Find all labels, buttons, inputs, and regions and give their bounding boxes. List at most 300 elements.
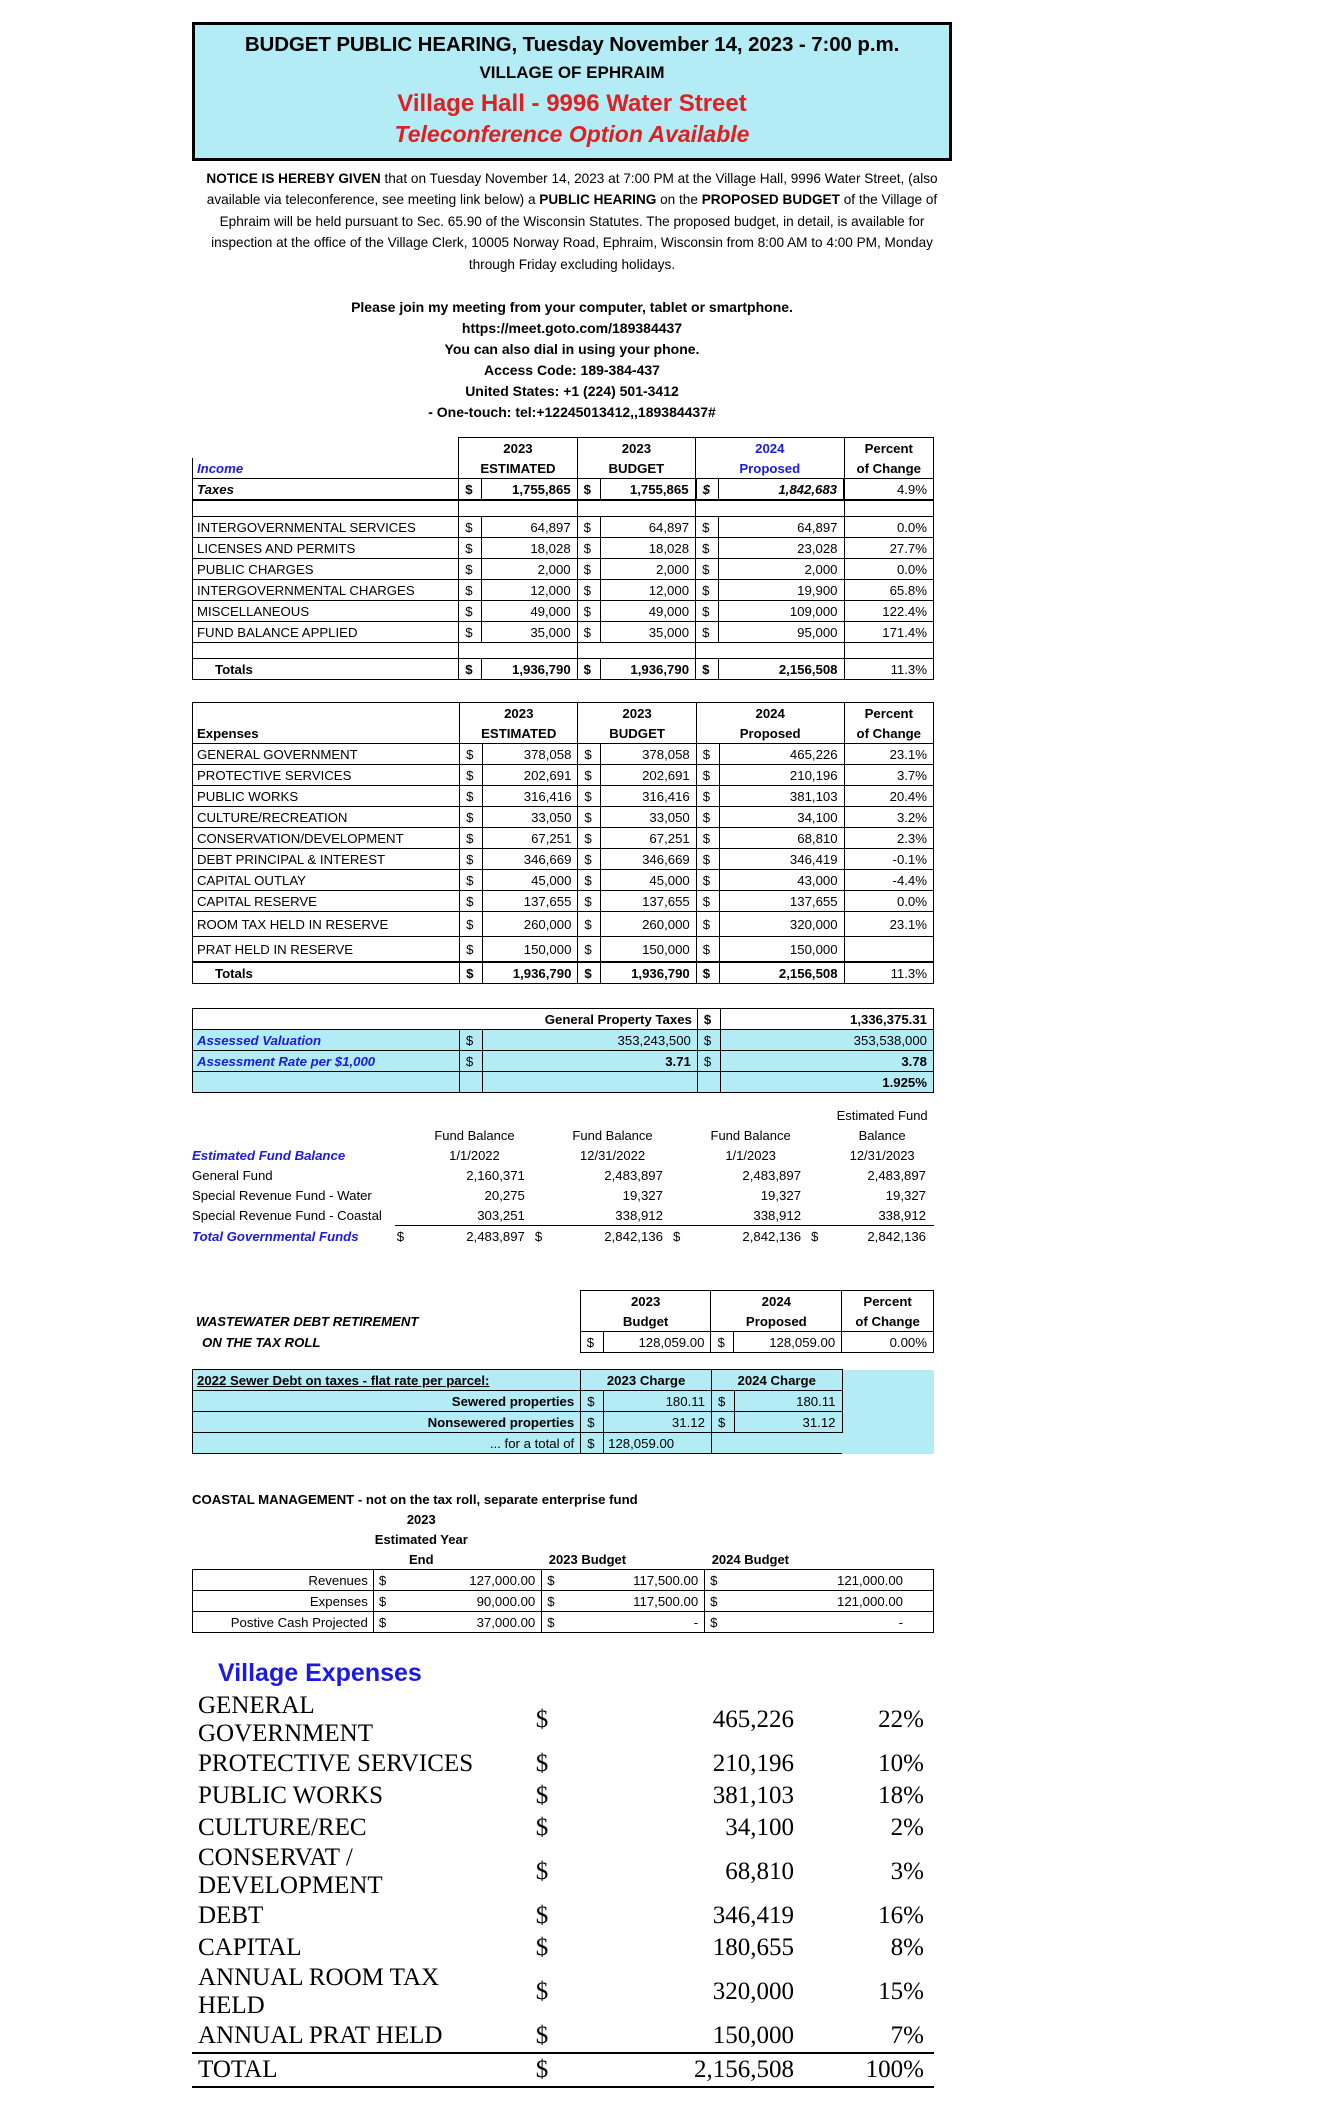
income-row-label: INTERGOVERNMENTAL SERVICES xyxy=(193,517,459,538)
expense-row-proposed: 346,419 xyxy=(719,849,844,870)
summary-row-label: DEBT xyxy=(198,1902,264,1930)
dollar-sign: $ xyxy=(577,479,600,501)
table-row xyxy=(193,937,934,963)
dollar-sign: $ xyxy=(459,559,482,580)
list-item xyxy=(192,1748,934,1780)
hearing-banner xyxy=(192,22,952,161)
village-expenses-summary xyxy=(192,1692,934,2088)
income-header-2023-estimated-top: 2023 xyxy=(459,438,577,459)
dollar-sign: $ xyxy=(696,937,719,963)
banner-location: Village Hall - 9996 Water Street xyxy=(397,90,747,117)
expense-totals-label: Totals xyxy=(193,962,460,984)
income-totals-proposed: 2,156,508 xyxy=(719,659,844,680)
list-item xyxy=(192,1964,934,2020)
expense-totals-change: 11.3% xyxy=(844,962,933,984)
meeting-dial-line: You can also dial in using your phone. xyxy=(444,341,700,358)
dollar-sign: $ xyxy=(696,849,719,870)
general-property-taxes-label: General Property Taxes xyxy=(193,1009,698,1030)
income-row-change: 122.4% xyxy=(844,601,933,622)
sewer-row-2024: 31.12 xyxy=(734,1412,842,1433)
dollar-sign: $ xyxy=(542,1612,633,1633)
dollar-sign: $ xyxy=(460,937,483,963)
coastal-row-label: Postive Cash Projected xyxy=(193,1612,374,1633)
dollar-sign: $ xyxy=(577,580,600,601)
expense-row-proposed: 137,655 xyxy=(719,891,844,912)
summary-total-pct: 100% xyxy=(812,2053,934,2087)
expense-row-label: CAPITAL RESERVE xyxy=(193,891,460,912)
list-item xyxy=(192,1844,934,1900)
expense-row-estimated: 316,416 xyxy=(482,786,578,807)
expense-row-proposed: 68,810 xyxy=(719,828,844,849)
expense-row-label: CULTURE/RECREATION xyxy=(193,807,460,828)
expense-row-change: 0.0% xyxy=(844,891,933,912)
expense-row-budget: 45,000 xyxy=(601,870,697,891)
coastal-header-estimated-year: Estimated Year xyxy=(374,1531,468,1547)
expense-header-row-top xyxy=(193,703,934,724)
summary-row-pct: 8% xyxy=(890,1934,924,1962)
dollar-sign: $ xyxy=(581,1391,604,1412)
income-totals-label: Totals xyxy=(193,659,459,680)
income-row-change: 0.0% xyxy=(844,559,933,580)
income-row-estimated: 18,028 xyxy=(482,538,578,559)
table-row xyxy=(193,807,934,828)
fund-balance-header-4: Balance xyxy=(858,1127,906,1143)
summary-row-value: 150,000 xyxy=(712,2022,794,2050)
dollar-sign: $ xyxy=(459,580,482,601)
sewer-row-2024: 180.11 xyxy=(734,1391,842,1412)
dollar-sign: $ xyxy=(696,601,719,622)
wastewater-header-percent: of Change xyxy=(842,1311,934,1332)
sewer-debt-total-label: ... for a total of xyxy=(193,1433,581,1454)
income-row-estimated: 49,000 xyxy=(482,601,578,622)
fund-row-c1: 303,251 xyxy=(477,1207,525,1223)
expense-header-2024-proposed-top: 2024 xyxy=(696,703,844,724)
income-taxes-label: Taxes xyxy=(193,479,459,501)
summary-total-value: 2,156,508 xyxy=(592,2053,812,2087)
dollar-sign: $ xyxy=(578,912,601,937)
dollar-sign: $ xyxy=(705,1612,796,1633)
notice-text-3: of the Village of Ephraim will be held pursuant to Sec. 65.90 of the Wisconsin Statutes. The proposed budget, in detail, is available for inspection at the office of the Village Clerk, 10005 Norway Road, Ephraim, Wisconsin from 8:00 AM to 4:00 PM, Monday through Friday excluding holidays. xyxy=(211,192,938,272)
dollar-sign: $ xyxy=(459,1030,482,1051)
meeting-one-touch[interactable]: - One-touch: tel:+12245013412,,189384437# xyxy=(428,404,716,421)
dollar-sign: $ xyxy=(535,1706,549,1734)
table-row xyxy=(193,622,934,643)
dollar-sign: $ xyxy=(535,1782,549,1810)
expense-row-estimated: 260,000 xyxy=(482,912,578,937)
dollar-sign: $ xyxy=(696,962,719,984)
expense-header-2023-budget-top: 2023 xyxy=(578,703,696,724)
income-row-proposed: 109,000 xyxy=(719,601,844,622)
expense-row-change: 23.1% xyxy=(844,912,933,937)
coastal-row-label: Expenses xyxy=(193,1591,374,1612)
dollar-sign: $ xyxy=(460,962,483,984)
fund-row-c3: 19,327 xyxy=(760,1187,802,1203)
income-totals-budget: 1,936,790 xyxy=(600,659,696,680)
expense-row-change: 2.3% xyxy=(844,828,933,849)
dollar-sign: $ xyxy=(577,601,600,622)
dollar-sign: $ xyxy=(459,479,482,501)
notice-text-1: that on Tuesday November 14, 2023 at 7:00 PM at the Village Hall, 9996 Water Street, (also available via teleconference, see meeting link below) a xyxy=(206,171,938,208)
income-header-percent: of Change xyxy=(844,458,933,479)
wastewater-value-row xyxy=(192,1332,934,1353)
dollar-sign: $ xyxy=(696,891,719,912)
expense-totals-budget: 1,936,790 xyxy=(601,962,697,984)
expense-row-label: CAPITAL OUTLAY xyxy=(193,870,460,891)
income-table xyxy=(192,437,934,680)
income-row-change: 65.8% xyxy=(844,580,933,601)
banner-teleconference: Teleconference Option Available xyxy=(394,121,750,147)
expense-row-estimated: 202,691 xyxy=(482,765,578,786)
expense-row-label: PROTECTIVE SERVICES xyxy=(193,765,460,786)
coastal-header-2024-budget: 2024 Budget xyxy=(711,1551,790,1567)
dollar-sign: $ xyxy=(460,891,483,912)
banner-village: VILLAGE OF EPHRAIM xyxy=(479,63,665,82)
fund-balance-estimated-header: Estimated Fund xyxy=(836,1107,928,1123)
coastal-header-end: End xyxy=(409,1551,434,1567)
table-row xyxy=(193,912,934,937)
assessment-rate-label: Assessment Rate per $1,000 xyxy=(193,1051,460,1072)
meeting-link[interactable]: https://meet.goto.com/189384437 xyxy=(461,320,683,337)
dollar-sign: $ xyxy=(535,1814,549,1842)
expense-corner-label: Expenses xyxy=(193,723,460,744)
dollar-sign: $ xyxy=(696,870,719,891)
dollar-sign: $ xyxy=(577,559,600,580)
dollar-sign: $ xyxy=(459,538,482,559)
summary-row-pct: 15% xyxy=(878,1978,924,2006)
wastewater-header-top xyxy=(192,1291,934,1312)
sewer-debt-title-row xyxy=(193,1370,934,1391)
expense-row-proposed: 320,000 xyxy=(719,912,844,937)
assessment-rate-change-row xyxy=(193,1072,934,1093)
dollar-sign: $ xyxy=(459,601,482,622)
summary-row-pct: 3% xyxy=(890,1858,924,1886)
fund-balance-total-row xyxy=(192,1226,934,1247)
sewer-row-2023: 180.11 xyxy=(604,1391,712,1412)
coastal-header-2 xyxy=(193,1529,934,1549)
expense-header-2023-estimated-top: 2023 xyxy=(460,703,578,724)
fund-balance-total-2: 2,842,136 xyxy=(554,1226,671,1247)
property-tax-table xyxy=(192,1008,934,1093)
dollar-sign: $ xyxy=(492,2053,592,2087)
dollar-sign: $ xyxy=(535,1858,549,1886)
fund-balance-total-label: Total Governmental Funds xyxy=(192,1228,359,1244)
expense-row-estimated: 150,000 xyxy=(482,937,578,963)
dollar-sign: $ xyxy=(542,1570,633,1591)
income-spacer-row xyxy=(193,500,934,517)
fund-balance-section-label: Estimated Fund Balance xyxy=(192,1147,346,1163)
table-row xyxy=(192,1165,934,1185)
dollar-sign: $ xyxy=(535,1750,549,1778)
table-row xyxy=(193,786,934,807)
expense-row-estimated: 45,000 xyxy=(482,870,578,891)
notice-text-2: on the xyxy=(656,192,702,208)
sewer-row-label: Sewered properties xyxy=(193,1391,581,1412)
dollar-sign: $ xyxy=(578,870,601,891)
income-row-budget: 12,000 xyxy=(600,580,696,601)
expense-row-estimated: 67,251 xyxy=(482,828,578,849)
expense-row-label: GENERAL GOVERNMENT xyxy=(193,744,460,765)
income-row-change: 171.4% xyxy=(844,622,933,643)
expense-row-estimated: 346,669 xyxy=(482,849,578,870)
dollar-sign: $ xyxy=(711,1391,734,1412)
dollar-sign: $ xyxy=(460,849,483,870)
fund-balance-header-2: Fund Balance xyxy=(572,1127,653,1143)
dollar-sign: $ xyxy=(542,1591,633,1612)
summary-row-pct: 10% xyxy=(878,1750,924,1778)
summary-row-pct: 22% xyxy=(878,1706,924,1734)
dollar-sign: $ xyxy=(373,1591,469,1612)
fund-row-label: General Fund xyxy=(192,1167,273,1183)
income-totals-change: 11.3% xyxy=(844,659,933,680)
fund-row-c2: 338,912 xyxy=(615,1207,663,1223)
dollar-sign: $ xyxy=(578,962,601,984)
table-row xyxy=(193,1612,934,1633)
fund-balance-total-4: 2,842,136 xyxy=(830,1226,934,1247)
income-header-2024-proposed-top: 2024 xyxy=(696,438,844,459)
notice-lead: NOTICE IS HEREBY GIVEN xyxy=(206,171,381,186)
fund-row-c4: 19,327 xyxy=(885,1187,926,1203)
table-row xyxy=(193,1391,934,1412)
table-row xyxy=(193,870,934,891)
sewer-row-label: Nonsewered properties xyxy=(193,1412,581,1433)
dollar-sign: $ xyxy=(696,744,719,765)
dollar-sign: $ xyxy=(578,937,601,963)
dollar-sign: $ xyxy=(696,559,719,580)
fund-balance-date-3: 1/1/2023 xyxy=(725,1147,776,1163)
dollar-sign: $ xyxy=(373,1570,469,1591)
assessed-valuation-2023: 353,243,500 xyxy=(482,1030,697,1051)
summary-row-label: CULTURE/REC xyxy=(198,1814,367,1842)
income-row-budget: 35,000 xyxy=(600,622,696,643)
income-row-budget: 49,000 xyxy=(600,601,696,622)
assessed-valuation-label: Assessed Valuation xyxy=(193,1030,460,1051)
dollar-sign: $ xyxy=(577,538,600,559)
summary-row-label: CAPITAL xyxy=(198,1934,302,1962)
expense-row-proposed: 210,196 xyxy=(719,765,844,786)
fund-row-c1: 2,160,371 xyxy=(466,1167,525,1183)
expense-totals-estimated: 1,936,790 xyxy=(482,962,578,984)
table-row xyxy=(193,891,934,912)
expense-row-budget: 316,416 xyxy=(601,786,697,807)
expense-row-label: ROOM TAX HELD IN RESERVE xyxy=(193,912,460,937)
dollar-sign: $ xyxy=(578,828,601,849)
expense-row-proposed: 43,000 xyxy=(719,870,844,891)
income-header-row-bottom xyxy=(193,458,934,479)
dollar-sign: $ xyxy=(460,786,483,807)
expense-row-change xyxy=(844,937,933,963)
summary-row-pct: 16% xyxy=(878,1902,924,1930)
summary-row-pct: 18% xyxy=(878,1782,924,1810)
fund-balance-total-3: 2,842,136 xyxy=(692,1226,809,1247)
fund-row-c2: 19,327 xyxy=(622,1187,663,1203)
dollar-sign: $ xyxy=(711,1412,734,1433)
summary-row-value: 465,226 xyxy=(712,1706,794,1734)
income-totals-estimated: 1,936,790 xyxy=(482,659,578,680)
table-row xyxy=(193,1591,934,1612)
list-item xyxy=(192,2020,934,2053)
fund-balance-total-1: 2,483,897 xyxy=(416,1226,533,1247)
wastewater-label-1: WASTEWATER DEBT RETIREMENT xyxy=(196,1314,419,1330)
expense-totals-proposed: 2,156,508 xyxy=(719,962,844,984)
summary-row-pct: 7% xyxy=(890,2022,924,2050)
summary-row-label: PROTECTIVE SERVICES xyxy=(198,1750,474,1778)
dollar-sign: $ xyxy=(580,1332,603,1353)
income-row-estimated: 64,897 xyxy=(482,517,578,538)
dollar-sign: $ xyxy=(535,1978,549,2006)
wastewater-header-2024: Proposed xyxy=(711,1311,842,1332)
income-row-label: PUBLIC CHARGES xyxy=(193,559,459,580)
dollar-sign: $ xyxy=(578,849,601,870)
wastewater-header-percent-top: Percent xyxy=(842,1291,934,1312)
dollar-sign: $ xyxy=(581,1412,604,1433)
summary-row-label: CONSERVAT / DEVELOPMENT xyxy=(198,1844,383,1900)
assessed-valuation-row xyxy=(193,1030,934,1051)
income-row-estimated: 12,000 xyxy=(482,580,578,601)
fund-balance-date-1: 1/1/2022 xyxy=(449,1147,500,1163)
income-row-budget: 18,028 xyxy=(600,538,696,559)
sewer-debt-col-2024: 2024 Charge xyxy=(711,1370,842,1391)
sewer-debt-total-value: 128,059.00 xyxy=(604,1433,712,1454)
expense-row-label: PUBLIC WORKS xyxy=(193,786,460,807)
dollar-sign: $ xyxy=(578,786,601,807)
expense-row-proposed: 465,226 xyxy=(719,744,844,765)
notice-proposed-budget: PROPOSED BUDGET xyxy=(701,192,840,208)
dollar-sign: $ xyxy=(578,765,601,786)
dollar-sign: $ xyxy=(697,1009,720,1030)
assessed-valuation-2024: 353,538,000 xyxy=(720,1030,933,1051)
coastal-row-c3: 121,000.00 xyxy=(796,1591,933,1612)
assessment-rate-row xyxy=(193,1051,934,1072)
legal-notice xyxy=(192,168,952,275)
fund-row-c3: 2,483,897 xyxy=(742,1167,802,1183)
table-row xyxy=(192,1185,934,1205)
dollar-sign: $ xyxy=(460,765,483,786)
meeting-phone[interactable]: United States: +1 (224) 501-3412 xyxy=(465,383,679,400)
fund-row-c4: 2,483,897 xyxy=(867,1167,926,1183)
expense-row-budget: 378,058 xyxy=(601,744,697,765)
income-row-change: 0.0% xyxy=(844,517,933,538)
income-header-2023-estimated: ESTIMATED xyxy=(459,458,577,479)
summary-total-label: TOTAL xyxy=(192,2053,492,2087)
coastal-header-2023-budget: 2023 Budget xyxy=(548,1551,627,1567)
coastal-row-label: Revenues xyxy=(193,1570,374,1591)
fund-row-c4: 338,912 xyxy=(878,1207,926,1223)
sewer-row-2023: 31.12 xyxy=(604,1412,712,1433)
income-taxes-budget: 1,755,865 xyxy=(600,479,696,501)
income-spacer-row-2 xyxy=(193,643,934,659)
wastewater-header-2023-top: 2023 xyxy=(580,1291,711,1312)
wastewater-header-2023: Budget xyxy=(580,1311,711,1332)
expense-row-budget: 137,655 xyxy=(601,891,697,912)
coastal-row-c2: - xyxy=(633,1612,705,1633)
wastewater-table xyxy=(192,1290,934,1353)
expense-header-2023-budget: BUDGET xyxy=(578,723,696,744)
expense-header-2024-proposed: Proposed xyxy=(696,723,844,744)
budget-hearing-document xyxy=(0,22,1325,2128)
fund-balance-date-2: 12/31/2022 xyxy=(580,1147,646,1163)
summary-row-label: GENERAL GOVERNMENT xyxy=(198,1692,373,1748)
summary-total-row xyxy=(192,2053,934,2087)
income-row-label: INTERGOVERNMENTAL CHARGES xyxy=(193,580,459,601)
table-row xyxy=(193,580,934,601)
expense-row-change: 3.2% xyxy=(844,807,933,828)
coastal-header-1 xyxy=(193,1509,934,1529)
income-row-change: 27.7% xyxy=(844,538,933,559)
fund-row-c2: 2,483,897 xyxy=(604,1167,663,1183)
table-row xyxy=(193,849,934,870)
expense-row-budget: 33,050 xyxy=(601,807,697,828)
dollar-sign: $ xyxy=(460,828,483,849)
income-row-label: LICENSES AND PERMITS xyxy=(193,538,459,559)
expense-row-change: 3.7% xyxy=(844,765,933,786)
dollar-sign: $ xyxy=(535,2022,549,2050)
expense-row-change: 23.1% xyxy=(844,744,933,765)
income-totals-row xyxy=(193,659,934,680)
sewer-debt-title: 2022 Sewer Debt on taxes - flat rate per parcel: xyxy=(193,1370,581,1391)
expense-row-change: -0.1% xyxy=(844,849,933,870)
summary-row-value: 68,810 xyxy=(725,1858,794,1886)
income-corner-label: Income xyxy=(193,458,459,479)
list-item xyxy=(192,1692,934,1748)
dollar-sign: $ xyxy=(373,1612,469,1633)
general-property-taxes-value: 1,336,375.31 xyxy=(720,1009,933,1030)
table-row xyxy=(193,559,934,580)
assessment-rate-2024: 3.78 xyxy=(720,1051,933,1072)
dollar-sign: $ xyxy=(578,744,601,765)
expense-row-label: CONSERVATION/DEVELOPMENT xyxy=(193,828,460,849)
expense-totals-row xyxy=(193,962,934,984)
dollar-sign: $ xyxy=(533,1226,554,1247)
expense-header-2023-estimated: ESTIMATED xyxy=(460,723,578,744)
list-item xyxy=(192,1780,934,1812)
assessment-rate-2023: 3.71 xyxy=(482,1051,697,1072)
income-header-2023-budget-top: 2023 xyxy=(577,438,695,459)
dollar-sign: $ xyxy=(696,659,719,680)
income-taxes-estimated: 1,755,865 xyxy=(482,479,578,501)
dollar-sign: $ xyxy=(809,1226,830,1247)
expense-row-budget: 346,669 xyxy=(601,849,697,870)
dollar-sign: $ xyxy=(535,1934,549,1962)
coastal-row-c2: 117,500.00 xyxy=(633,1570,705,1591)
dollar-sign: $ xyxy=(460,744,483,765)
dollar-sign: $ xyxy=(697,1030,720,1051)
summary-row-label: PUBLIC WORKS xyxy=(198,1782,383,1810)
expense-row-label: DEBT PRINCIPAL & INTEREST xyxy=(193,849,460,870)
fund-row-c1: 20,275 xyxy=(484,1187,525,1203)
dollar-sign: $ xyxy=(696,580,719,601)
wastewater-budget-2023: 128,059.00 xyxy=(603,1332,711,1353)
table-row xyxy=(193,765,934,786)
expense-row-proposed: 381,103 xyxy=(719,786,844,807)
fund-balance-table xyxy=(192,1105,934,1246)
dollar-sign: $ xyxy=(696,765,719,786)
table-row xyxy=(193,517,934,538)
meeting-join-line: Please join my meeting from your computer, tablet or smartphone. xyxy=(351,299,793,316)
income-row-label: FUND BALANCE APPLIED xyxy=(193,622,459,643)
income-row-budget: 64,897 xyxy=(600,517,696,538)
notice-public-hearing: PUBLIC HEARING xyxy=(539,192,657,208)
meeting-access-code: Access Code: 189-384-437 xyxy=(484,362,660,379)
coastal-row-c2: 117,500.00 xyxy=(633,1591,705,1612)
fund-row-label: Special Revenue Fund - Coastal xyxy=(192,1208,382,1224)
fund-balance-header-top xyxy=(192,1105,934,1125)
summary-row-value: 346,419 xyxy=(712,1902,794,1930)
dollar-sign: $ xyxy=(459,659,482,680)
wastewater-header-2024-top: 2024 xyxy=(711,1291,842,1312)
income-header-2024-proposed: Proposed xyxy=(696,458,844,479)
coastal-title: COASTAL MANAGEMENT - not on the tax roll, separate enterprise fund xyxy=(192,1492,638,1508)
fund-balance-header-3: Fund Balance xyxy=(710,1127,791,1143)
